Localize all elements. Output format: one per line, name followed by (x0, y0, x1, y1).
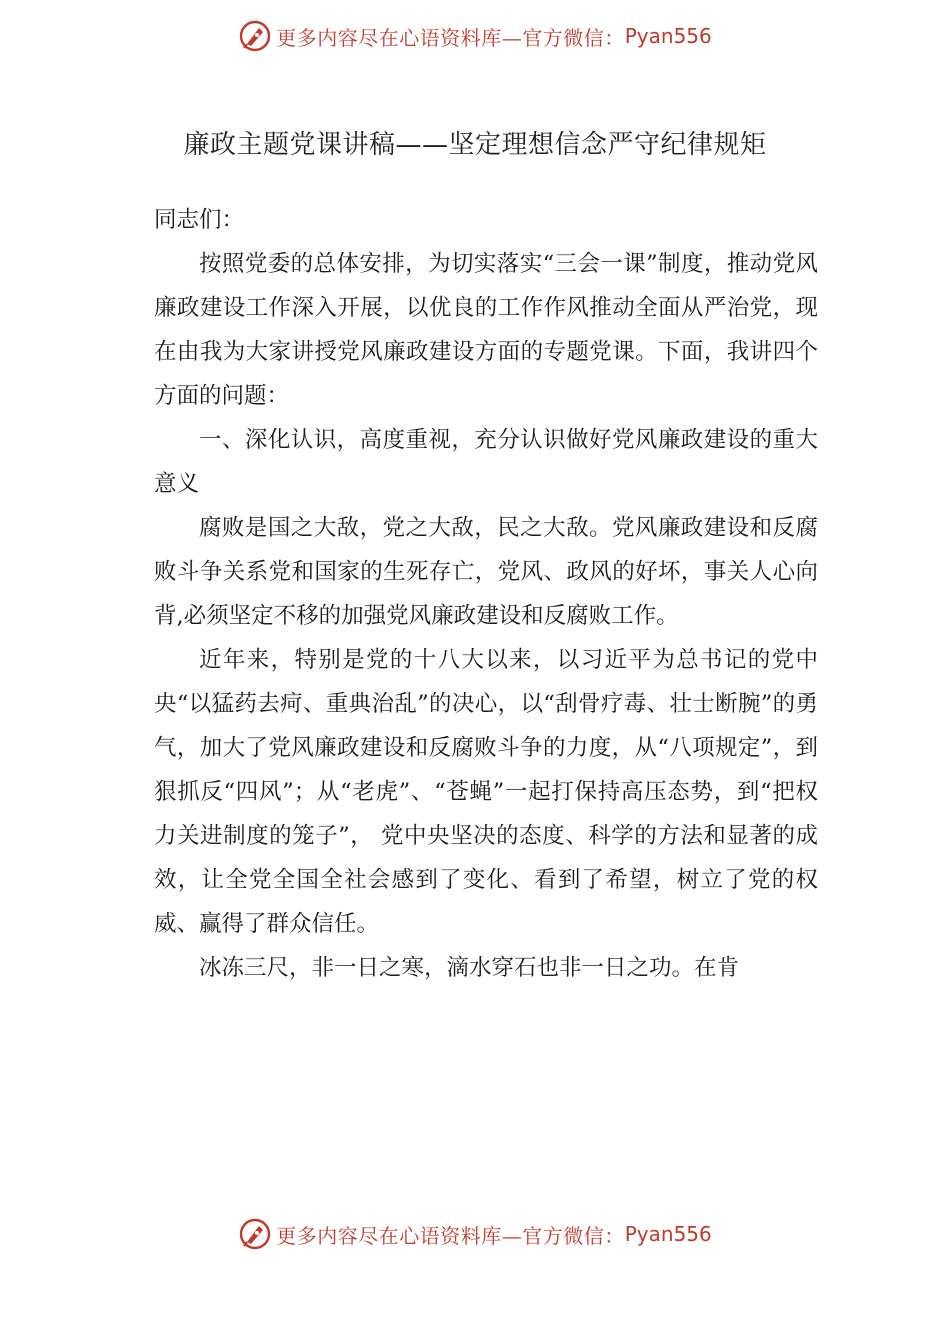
document-title: 廉政主题党课讲稿——坚定理想信念严守纪律规矩 (183, 130, 767, 160)
header-banner (0, 16, 950, 56)
banner-text: 更多内容尽在心语资料库—官方微信： (276, 1223, 625, 1248)
banner-wechat-id: Pyan556 (624, 1222, 712, 1246)
footer-banner (0, 1214, 950, 1254)
paragraph-intro: 按照党委的总体安排，为切实落实“三会一课”制度，推动党风廉政建设工作深入开展，以优良的工作作风推动全面从严治党，现在由我为大家讲授党风廉政建设方面的专题党课。下面，我讲四个方面的问题： (154, 251, 818, 409)
document-body (154, 198, 818, 990)
pen-nib-logo-icon (238, 19, 272, 53)
banner-wechat-id: Pyan556 (624, 24, 712, 48)
greeting: 同志们： (154, 207, 245, 233)
section-heading-1: 一、深化认识，高度重视，充分认识做好党风廉政建设的重大意义 (154, 427, 818, 497)
pen-nib-logo-icon (238, 1217, 272, 1251)
paragraph: 腐败是国之大敌，党之大敌，民之大敌。党风廉政建设和反腐败斗争关系党和国家的生死存亡，党风、政风的好坏，事关人心向背,必须坚定不移的加强党风廉政建设和反腐败工作。 (154, 515, 818, 629)
paragraph: 冰冻三尺，非一日之寒，滴水穿石也非一日之功。在肯 (199, 955, 740, 981)
paragraph: 近年来，特别是党的十八大以来，以习近平为总书记的党中央“以猛药去疴、重典治乱”的决心，以“刮骨疗毒、壮士断腕”的勇气，加大了党风廉政建设和反腐败斗争的力度，从“八项规定”，到狠抓反“四风”；从“老虎”、“苍蝇”一起打保持高压态势，到“把权力关进制度的笼子”， 党中央坚决的态度、科学的方法和显著的成效，让全党全国全社会感到了变化、看到了希望，树立了党的权威、赢得了群众信任。 (154, 647, 818, 937)
banner-text: 更多内容尽在心语资料库—官方微信： (276, 25, 625, 50)
